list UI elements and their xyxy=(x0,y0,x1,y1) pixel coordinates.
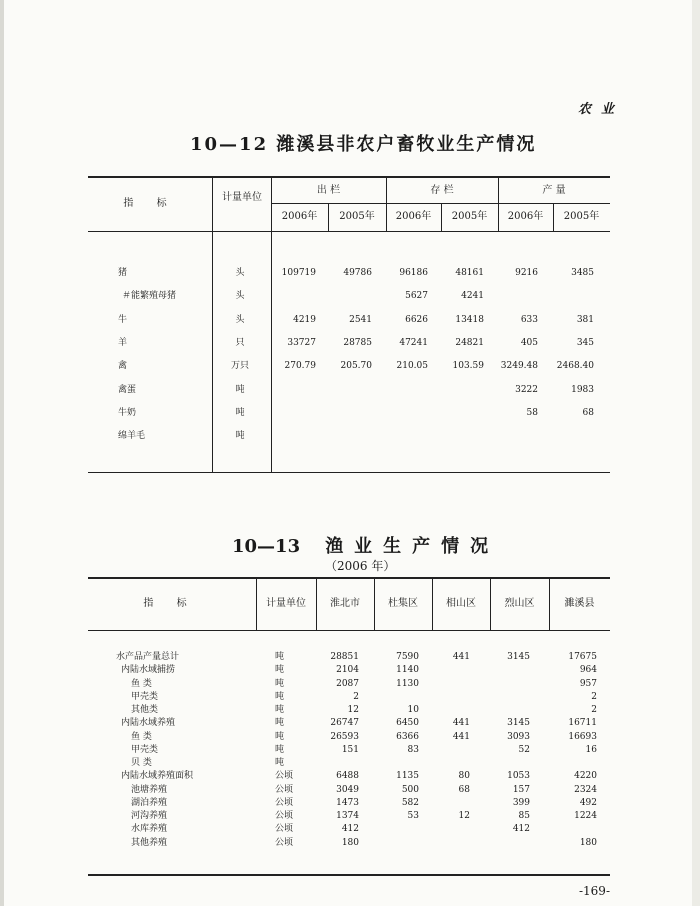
table2-cell-value: 151 xyxy=(341,744,359,755)
table2-cell-value: 16711 xyxy=(568,718,597,729)
table2-cell-value: 4220 xyxy=(574,771,597,782)
table2-row-name: 水库养殖 xyxy=(131,824,168,835)
table1-cell-value: 4219 xyxy=(293,314,316,325)
table2-title xyxy=(232,532,499,558)
table1-header-rule xyxy=(88,231,610,232)
table1-row-unit: 万只 xyxy=(230,361,249,372)
table1-cell-value: 96186 xyxy=(399,268,428,278)
table1-year-header: 2006年 xyxy=(395,211,432,222)
table1-cell-value: 3249.48 xyxy=(500,361,538,372)
table2-cell-value: 10 xyxy=(407,705,419,715)
table2-row-name: 贝 类 xyxy=(131,758,152,768)
table1-cell-value: 405 xyxy=(520,337,538,348)
table2-cell-value: 2104 xyxy=(336,665,359,676)
table2-cell-value: 2 xyxy=(591,691,597,702)
table2-subtitle: （2006 年） xyxy=(325,559,396,573)
table1-cell-value: 633 xyxy=(520,314,538,325)
table2-row-unit: 吨 xyxy=(275,758,285,768)
section-label: 农业 xyxy=(578,102,625,117)
table2-cell-value: 52 xyxy=(518,744,530,755)
table2-cell-value: 26747 xyxy=(330,718,359,729)
table2-cell-value: 180 xyxy=(579,837,597,848)
table2-cell-value: 1053 xyxy=(507,771,530,782)
table2-col-unit: 计量单位 xyxy=(266,598,306,609)
table2-cell-value: 3093 xyxy=(507,731,530,742)
table2-title-number: 10—13 xyxy=(232,536,301,557)
table2-cell-value: 500 xyxy=(401,784,419,795)
table1-row-unit: 只 xyxy=(235,337,245,348)
table1-cell-value: 270.79 xyxy=(284,361,316,372)
table2-cell-value: 28851 xyxy=(330,652,359,662)
table2-row-unit: 公顷 xyxy=(275,811,294,821)
table1-year-header: 2005年 xyxy=(451,211,488,222)
table1-cell-value: 345 xyxy=(576,337,594,348)
table1-cell-value: 103.59 xyxy=(452,361,484,372)
scan-edge-left xyxy=(0,0,4,906)
table1-row-name: 牛奶 xyxy=(118,407,137,418)
table1-cell-value: 58 xyxy=(526,407,538,418)
table2-row-name: 鱼 类 xyxy=(131,678,152,689)
table2-row-unit: 公顷 xyxy=(275,797,294,808)
table1-row-name: 猪 xyxy=(118,268,128,278)
table1-col-indicator: 指 标 xyxy=(123,198,177,209)
table1-cell-value: 6626 xyxy=(405,314,428,325)
table1-row-name: ＃能繁殖母猪 xyxy=(122,291,177,302)
table1-row-unit: 吨 xyxy=(235,384,245,395)
table2-row-name: 湖泊养殖 xyxy=(131,797,168,808)
table2-header-rule xyxy=(88,630,610,631)
table1-cell-value: 2541 xyxy=(349,314,372,325)
table1-row-unit: 头 xyxy=(235,268,245,278)
table1-row-unit: 头 xyxy=(235,291,245,302)
table1-cell-value: 3485 xyxy=(571,268,594,278)
table2-cell-value: 16 xyxy=(585,744,597,755)
table2-top-rule xyxy=(88,577,610,579)
table2-cell-value: 68 xyxy=(458,784,470,795)
table2-row-unit: 公顷 xyxy=(275,784,294,795)
table2-cell-value: 16693 xyxy=(568,731,597,742)
table2-cell-value: 12 xyxy=(458,811,470,821)
table1-cell-value: 47241 xyxy=(399,337,428,348)
table2-cell-value: 412 xyxy=(512,824,530,835)
table2-row-name: 内陆水域养殖 xyxy=(121,718,176,729)
table1-group-header: 出 栏 xyxy=(316,185,341,196)
table1-group-header: 产 量 xyxy=(542,185,566,196)
table2-cell-value: 1135 xyxy=(396,771,419,782)
table1-cell-value: 4241 xyxy=(461,291,484,302)
table2-row-name: 内陆水域捕捞 xyxy=(121,665,176,676)
table2-cell-value: 3145 xyxy=(507,718,530,729)
table2-cell-value: 2 xyxy=(353,691,359,702)
table1-cell-value: 49786 xyxy=(343,268,372,278)
table2-row-name: 鱼 类 xyxy=(131,731,152,742)
table2-cell-value: 2087 xyxy=(336,678,359,689)
table2-cell-value: 957 xyxy=(579,678,597,689)
table2-cell-value: 53 xyxy=(407,811,419,821)
table1-cell-value: 33727 xyxy=(287,337,316,348)
table2-row-unit: 吨 xyxy=(275,718,285,729)
table1-cell-value: 381 xyxy=(576,314,594,325)
table1-cell-value: 3222 xyxy=(515,384,538,395)
table2-cell-value: 6366 xyxy=(396,731,419,742)
table2-row-unit: 公顷 xyxy=(275,771,294,782)
table1-row-name: 羊 xyxy=(118,337,128,348)
table2-cell-value: 3049 xyxy=(336,784,359,795)
table2-cell-value: 441 xyxy=(452,652,470,662)
table2-row-name: 甲壳类 xyxy=(131,744,159,755)
table2-bottom-rule xyxy=(88,874,610,876)
table2-row-name: 河沟养殖 xyxy=(131,811,168,821)
table1-cell-value: 2468.40 xyxy=(556,361,594,372)
table1-row-name: 禽 xyxy=(118,361,128,372)
table2-cell-value: 964 xyxy=(579,665,597,676)
table1-year-header: 2006年 xyxy=(507,211,544,222)
table2-row-unit: 吨 xyxy=(275,665,285,676)
table2-row-name: 甲壳类 xyxy=(131,691,159,702)
table1-bottom-rule xyxy=(88,472,610,473)
table1-title: 10—12 潍溪县非农户畜牧业生产情况 xyxy=(190,134,537,155)
table2-row-unit: 吨 xyxy=(275,652,285,662)
table2-cell-value: 1224 xyxy=(574,811,597,821)
table2-cell-value: 441 xyxy=(452,718,470,729)
table2-cell-value: 17675 xyxy=(568,652,597,662)
table2-region-header: 烈山区 xyxy=(504,598,535,609)
table1-group-header: 存 栏 xyxy=(430,185,454,196)
table2-cell-value: 582 xyxy=(401,797,419,808)
table2-row-name: 其他养殖 xyxy=(131,837,168,848)
table2-region-header: 杜集区 xyxy=(388,598,418,609)
table2-cell-value: 83 xyxy=(407,744,419,755)
table2-col-indicator: 指 标 xyxy=(143,598,197,609)
table1-year-header: 2006年 xyxy=(281,211,318,222)
table2-row-unit: 吨 xyxy=(275,731,285,742)
table1-row-unit: 头 xyxy=(235,314,245,325)
table2-cell-value: 6450 xyxy=(396,718,419,729)
table2-row-name: 池塘养殖 xyxy=(131,784,168,795)
table2-row-unit: 吨 xyxy=(275,744,285,755)
table1-cell-value: 9216 xyxy=(515,268,538,278)
table1-cell-value: 205.70 xyxy=(340,361,372,372)
table1-top-rule xyxy=(88,176,610,178)
table1-cell-value: 48161 xyxy=(455,268,484,278)
table2-row-unit: 吨 xyxy=(275,691,285,702)
table1-cell-value: 210.05 xyxy=(396,361,428,372)
table1-cell-value: 109719 xyxy=(281,268,316,278)
table1-cell-value: 28785 xyxy=(343,337,372,348)
table2-cell-value: 3145 xyxy=(507,652,530,662)
table2-cell-value: 26593 xyxy=(330,731,359,742)
scan-edge-right xyxy=(692,0,700,906)
table1-row-name: 牛 xyxy=(118,314,128,325)
page-number: -169- xyxy=(578,884,610,898)
column-divider xyxy=(212,176,213,472)
table2-cell-value: 2324 xyxy=(574,784,597,795)
table2-row-name: 水产品产量总计 xyxy=(116,652,180,662)
table1-year-header: 2005年 xyxy=(339,211,375,222)
table1-row-unit: 吨 xyxy=(235,431,245,442)
table2-row-name: 其他类 xyxy=(131,705,159,715)
table1-cell-value: 13418 xyxy=(455,314,484,325)
table2-row-unit: 公顷 xyxy=(275,837,294,848)
table1-year-header: 2005年 xyxy=(563,211,600,222)
table1-row-name: 禽蛋 xyxy=(118,384,137,395)
table2-cell-value: 412 xyxy=(341,824,359,835)
table2-cell-value: 12 xyxy=(347,705,359,715)
table2-cell-value: 492 xyxy=(579,797,597,808)
table2-row-unit: 公顷 xyxy=(275,824,294,835)
table1-cell-value: 1983 xyxy=(571,384,594,395)
table1-cell-value: 68 xyxy=(582,407,594,418)
table2-cell-value: 157 xyxy=(512,784,530,795)
table2-region-header: 淮北市 xyxy=(330,598,360,609)
table2-cell-value: 6488 xyxy=(336,771,359,782)
table2-cell-value: 441 xyxy=(452,731,470,742)
table2-title-text: 渔业生产情况 xyxy=(325,536,500,557)
table2-cell-value: 2 xyxy=(591,705,597,715)
table2-row-unit: 吨 xyxy=(275,705,285,715)
table2-region-header: 濉溪县 xyxy=(564,598,595,609)
table2-cell-value: 1374 xyxy=(336,811,359,821)
table2-cell-value: 1473 xyxy=(336,797,359,808)
table2-cell-value: 85 xyxy=(518,811,530,821)
table1-cell-value: 5627 xyxy=(405,291,428,302)
table2-row-unit: 吨 xyxy=(275,678,285,689)
table2-cell-value: 7590 xyxy=(396,652,419,662)
table2-row-name: 内陆水域养殖面积 xyxy=(121,771,194,782)
table2-cell-value: 80 xyxy=(458,771,470,782)
table2-cell-value: 1140 xyxy=(396,665,419,676)
table2-cell-value: 1130 xyxy=(396,678,419,689)
table2-region-header: 相山区 xyxy=(446,598,476,609)
table2-cell-value: 180 xyxy=(341,837,359,848)
table1-col-unit: 计量单位 xyxy=(222,192,262,203)
table1-row-unit: 吨 xyxy=(235,407,245,418)
table1-cell-value: 24821 xyxy=(455,337,484,348)
table2-cell-value: 399 xyxy=(512,797,530,808)
table1-row-name: 绵羊毛 xyxy=(118,431,146,442)
